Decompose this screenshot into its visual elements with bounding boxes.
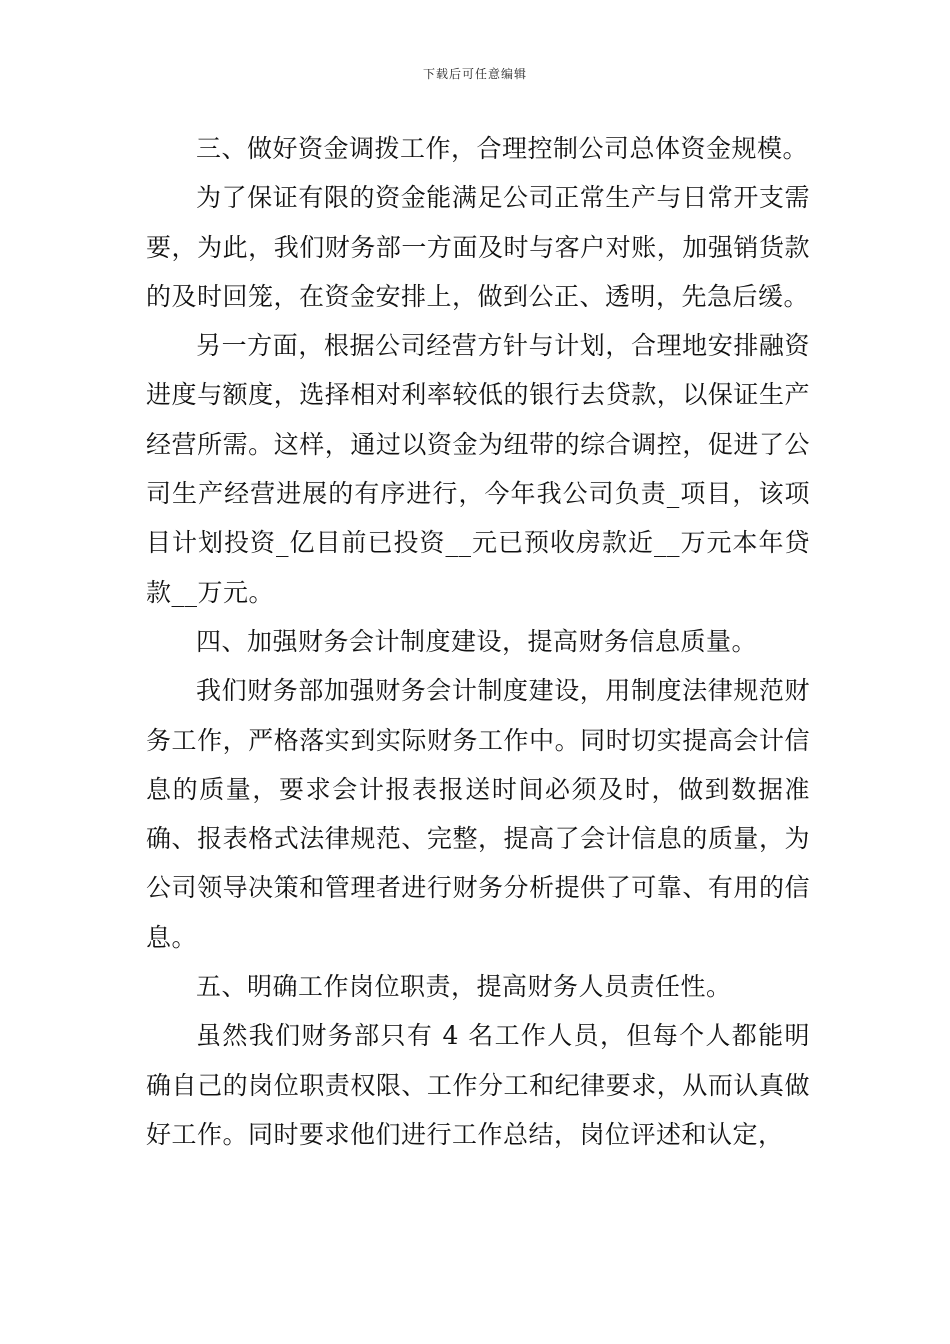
paragraph: 虽然我们财务部只有 4 名工作人员，但每个人都能明确自己的岗位职责权限、工作分工和纪律要求，从而认真做好工作。同时要求他们进行工作总结，岗位评述和认定， bbox=[146, 1021, 810, 1149]
paragraph: 我们财务部加强财务会计制度建设，用制度法律规范财务工作，严格落实到实际财务工作中。同时切实提高会计信息的质量，要求会计报表报送时间必须及时，做到数据准确、报表格式法律规范、完整，提高了会计信息的质量，为公司领导决策和管理者进行财务分析提供了可靠、有用的信息。 bbox=[146, 676, 810, 952]
paragraph: 另一方面，根据公司经营方针与计划，合理地安排融资进度与额度，选择相对利率较低的银行去贷款，以保证生产经营所需。这样，通过以资金为纽带的综合调控，促进了公司生产经营进展的有序进行，今年我公司负责_项目，该项目计划投资_亿目前已投资__元已预收房款近__万元本年贷款__万元。 bbox=[146, 331, 810, 607]
section-heading-funds: 三、做好资金调拨工作，合理控制公司总体资金规模。 bbox=[196, 134, 809, 163]
page-header: 下载后可任意编辑 bbox=[422, 67, 527, 81]
section-heading-job-duties: 五、明确工作岗位职责，提高财务人员责任性。 bbox=[196, 972, 732, 1002]
document-body bbox=[146, 124, 810, 1159]
paragraph: 为了保证有限的资金能满足公司正常生产与日常开支需要，为此，我们财务部一方面及时与客户对账，加强销货款的及时回笼，在资金安排上，做到公正、透明，先急后缓。 bbox=[146, 183, 810, 311]
section-heading-accounting-system: 四、加强财务会计制度建设，提高财务信息质量。 bbox=[196, 626, 758, 656]
